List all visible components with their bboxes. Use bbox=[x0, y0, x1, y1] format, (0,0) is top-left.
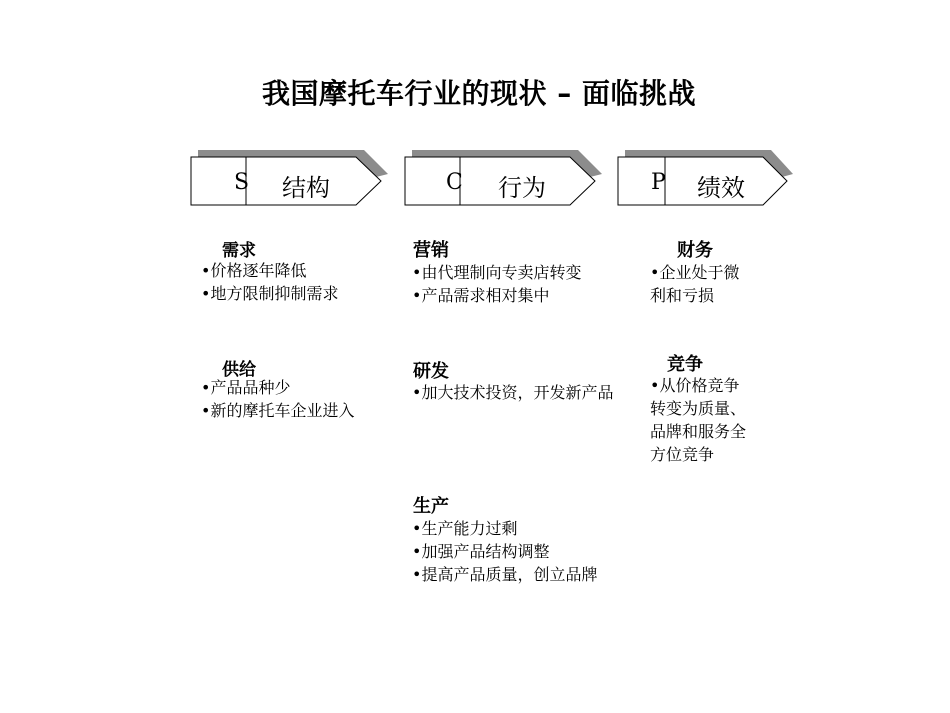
supply-item: •新的摩托车企业进入 bbox=[201, 401, 355, 420]
finance-heading: 财务 bbox=[677, 240, 713, 261]
marketing-heading: 营销 bbox=[413, 240, 449, 261]
demand-heading: 需求 bbox=[222, 241, 256, 261]
arrow-structure bbox=[188, 150, 388, 210]
arrow-letter: S bbox=[234, 170, 250, 195]
production-item: •加强产品结构调整 bbox=[412, 542, 550, 561]
supply-item: •产品品种少 bbox=[201, 378, 291, 397]
competition-text: •从价格竞争转变为质量、品牌和服务全方位竞争 bbox=[650, 376, 747, 464]
arrow-letter: C bbox=[446, 170, 463, 195]
page-title: 我国摩托车行业的现状 – 面临挑战 bbox=[262, 77, 696, 110]
finance-text: •企业处于微利和亏损 bbox=[650, 263, 740, 305]
rnd-heading: 研发 bbox=[413, 361, 449, 382]
production-heading: 生产 bbox=[413, 496, 449, 517]
marketing-item: •产品需求相对集中 bbox=[412, 286, 550, 305]
arrow-label: 绩效 bbox=[697, 174, 745, 202]
supply-heading: 供给 bbox=[222, 360, 256, 380]
marketing-item: •由代理制向专卖店转变 bbox=[412, 263, 582, 282]
demand-item: •地方限制抑制需求 bbox=[201, 284, 339, 303]
rnd-item: •加大技术投资，开发新产品 bbox=[412, 383, 614, 402]
arrow-performance bbox=[615, 150, 815, 210]
production-item: •生产能力过剩 bbox=[412, 519, 518, 538]
competition-heading: 竞争 bbox=[667, 354, 703, 375]
arrow-label: 结构 bbox=[282, 174, 330, 202]
demand-item: •价格逐年降低 bbox=[201, 261, 307, 280]
arrow-conduct bbox=[402, 150, 602, 210]
arrow-label: 行为 bbox=[498, 174, 546, 202]
production-item: •提高产品质量，创立品牌 bbox=[412, 565, 598, 584]
arrow-letter: P bbox=[651, 170, 666, 195]
